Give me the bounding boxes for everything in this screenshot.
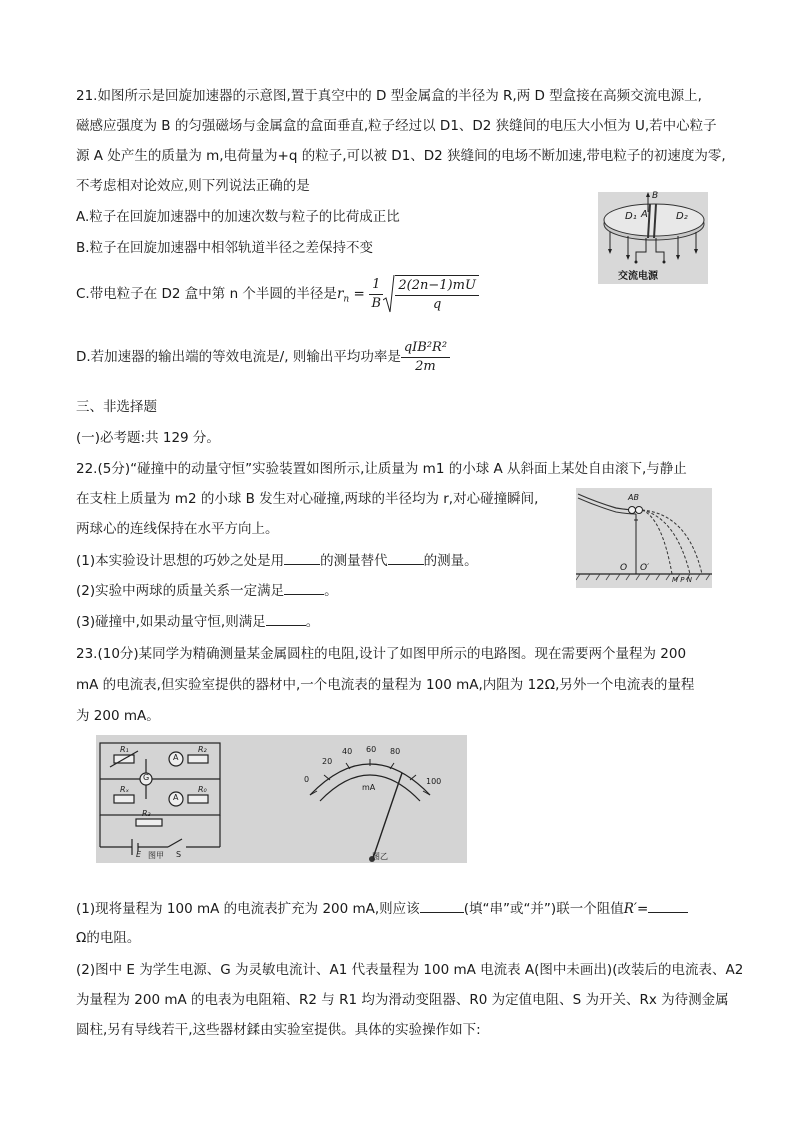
answer-blank[interactable] bbox=[284, 550, 320, 565]
frac-numerator: qIB²R² bbox=[401, 339, 450, 358]
frac-denominator: 2m bbox=[415, 358, 436, 374]
q23-stem-line3: 为 200 mA。 bbox=[76, 708, 160, 724]
q21-option-d-frac bbox=[401, 339, 450, 376]
label-r2: R₂ bbox=[198, 745, 207, 754]
cyclotron-figure bbox=[598, 192, 708, 284]
label-s: S bbox=[176, 850, 182, 859]
q21-option-c-lhs: r bbox=[336, 286, 344, 302]
q21-option-d-text: D.若加速器的输出端的等效电流是/, 则输出平均功率是 bbox=[76, 349, 401, 365]
label-o: O bbox=[620, 563, 628, 573]
label-rx: Rₓ bbox=[120, 785, 130, 794]
sqrt-numerator: 2(2n−1)mU bbox=[395, 277, 479, 296]
galvanometer-icon: G bbox=[143, 773, 150, 782]
q21-stem-line4: 不考虑相对论效应,则下列说法正确的是 bbox=[76, 178, 310, 194]
q21-option-c-sub: n bbox=[343, 294, 350, 305]
q23-stem-line2: mA 的电流表,但实验室提供的器材中,一个电流表的量程为 100 mA,内阻为 12Ω,另外一个电流表的量程 bbox=[76, 677, 695, 693]
q22-stem-line3: 两球心的连线保持在水平方向上。 bbox=[76, 521, 279, 537]
q23-part1-b: (填“串”或“并”)联一个阻值 bbox=[463, 901, 624, 917]
label-d1: D₁ bbox=[625, 211, 637, 222]
ammeter-icon: A bbox=[173, 753, 179, 762]
q21-option-d bbox=[76, 337, 450, 377]
q22-part2 bbox=[76, 580, 338, 601]
q22-part3-text: (3)碰撞中,如果动量守恒,则满足 bbox=[76, 614, 266, 630]
q23-stem-line1: 23.(10分)某同学为精确测量某金属圆柱的电阻,设计了如图甲所示的电路图。现在需要两个量程为 200 bbox=[76, 646, 687, 662]
label-mpn: M P N bbox=[672, 576, 692, 584]
q22-part1 bbox=[76, 550, 478, 571]
q22-stem-line2: 在支柱上质量为 m2 的小球 B 发生对心碰撞,两球的半径均为 r,对心碰撞瞬间, bbox=[76, 491, 539, 507]
label-a: A bbox=[641, 209, 648, 220]
meter-tick-label: 20 bbox=[322, 757, 333, 766]
sqrt-denominator: q bbox=[432, 296, 442, 312]
label-r0: R₀ bbox=[198, 785, 207, 794]
q21-option-c-eq: = bbox=[349, 286, 370, 302]
q23-part2-line2: 为量程为 200 mA 的电表为电阻箱、R2 与 R1 均为滑动变阻器、R0 为定值电阻、S 为开关、Rx 为待测金属 bbox=[76, 992, 729, 1008]
q22-part2-end: 。 bbox=[324, 583, 338, 599]
label-r3: R₃ bbox=[142, 809, 151, 818]
q21-option-c-frac bbox=[369, 276, 383, 313]
q22-part1-b: 的测量替代 bbox=[320, 553, 388, 569]
collision-diagram bbox=[576, 488, 712, 588]
q22-part3 bbox=[76, 611, 319, 632]
label-r1: R₁ bbox=[120, 745, 129, 754]
q23-part2-line3: 圆柱,另有导线若干,这些器材鍒由实验室提供。具体的实验操作如下: bbox=[76, 1022, 481, 1038]
figure-caption-b: 图乙 bbox=[372, 852, 388, 861]
label-ab: AB bbox=[628, 493, 639, 502]
q22-part1-a: (1)本实验设计思想的巧妙之处是用 bbox=[76, 553, 285, 569]
label-e: E bbox=[136, 850, 142, 859]
frac-denominator: B bbox=[371, 295, 382, 311]
q23-part1-a: (1)现将量程为 100 mA 的电流表扩充为 200 mA,则应该 bbox=[76, 901, 420, 917]
q21-stem-line2: 磁感应强度为 B 的匀强磁场与金属盒的盒面垂直,粒子经过以 D1、D2 狭缝间的电压大小恒为 U,若中心粒子 bbox=[76, 118, 717, 134]
q21-option-c-text: C.带电粒子在 D2 盒中第 n 个半圆的半径是 bbox=[76, 286, 337, 302]
label-d2: D₂ bbox=[676, 211, 688, 222]
section-title: 三、非选择题 bbox=[76, 399, 157, 415]
answer-blank[interactable] bbox=[648, 898, 688, 913]
q21-option-c-sqrt bbox=[383, 274, 479, 314]
q22-stem-line1: 22.(5分)“碰撞中的动量守恒”实验装置如图所示,让质量为 m1 的小球 A 从斜面上某处自由滚下,与静止 bbox=[76, 461, 687, 477]
q21-stem-line3: 源 A 处产生的质量为 m,电荷量为+q 的粒子,可以被 D1、D2 狭缝间的电场不断加速,带电粒子的初速度为零, bbox=[76, 148, 726, 164]
answer-blank[interactable] bbox=[420, 898, 464, 913]
section-subtitle: (一)必考题:共 129 分。 bbox=[76, 430, 220, 446]
meter-tick-label: 40 bbox=[342, 747, 353, 756]
meter-tick-label: 100 bbox=[426, 777, 442, 786]
circuit-diagram bbox=[96, 735, 467, 863]
q23-part1 bbox=[76, 898, 688, 919]
q23-part1-end: Ω的电阻。 bbox=[76, 930, 141, 946]
meter-unit: mA bbox=[362, 783, 376, 792]
radical-sign-icon bbox=[383, 274, 395, 314]
q21-stem-line1: 21.如图所示是回旋加速器的示意图,置于真空中的 D 型金属盒的半径为 R,两 D 型盒接在高频交流电源上, bbox=[76, 88, 702, 104]
answer-blank[interactable] bbox=[388, 550, 424, 565]
q22-part3-end: 。 bbox=[305, 614, 320, 630]
q23-part1-r: R′ bbox=[623, 901, 637, 917]
q21-option-a: A.粒子在回旋加速器中的加速次数与粒子的比荷成正比 bbox=[76, 209, 400, 225]
label-b: B bbox=[652, 191, 659, 201]
circuit-and-meter-figure bbox=[96, 735, 467, 863]
frac-numerator: 1 bbox=[369, 276, 383, 295]
q21-option-c bbox=[76, 274, 479, 319]
q22-part2-text: (2)实验中两球的质量关系一定满足 bbox=[76, 583, 285, 599]
meter-tick-label: 80 bbox=[390, 747, 401, 756]
answer-blank[interactable] bbox=[266, 611, 306, 626]
q23-part1-eq: = bbox=[636, 901, 649, 917]
q22-part1-c: 的测量。 bbox=[423, 553, 478, 569]
q21-option-b: B.粒子在回旋加速器中相邻轨道半径之差保持不变 bbox=[76, 240, 374, 256]
ammeter-icon: A bbox=[173, 793, 179, 802]
figure-caption-a: 图甲 bbox=[148, 851, 164, 860]
label-o-prime: O′ bbox=[640, 563, 650, 573]
meter-tick-label: 60 bbox=[366, 745, 377, 754]
answer-blank[interactable] bbox=[284, 580, 324, 595]
meter-tick-label: 0 bbox=[304, 775, 310, 784]
q23-part2-line1: (2)图中 E 为学生电源、G 为灵敏电流计、A1 代表量程为 100 mA 电流表 A(图中未画出)(改装后的电流表、A2 bbox=[76, 962, 744, 978]
collision-figure bbox=[576, 488, 712, 588]
figure-caption: 交流电源 bbox=[618, 271, 658, 282]
